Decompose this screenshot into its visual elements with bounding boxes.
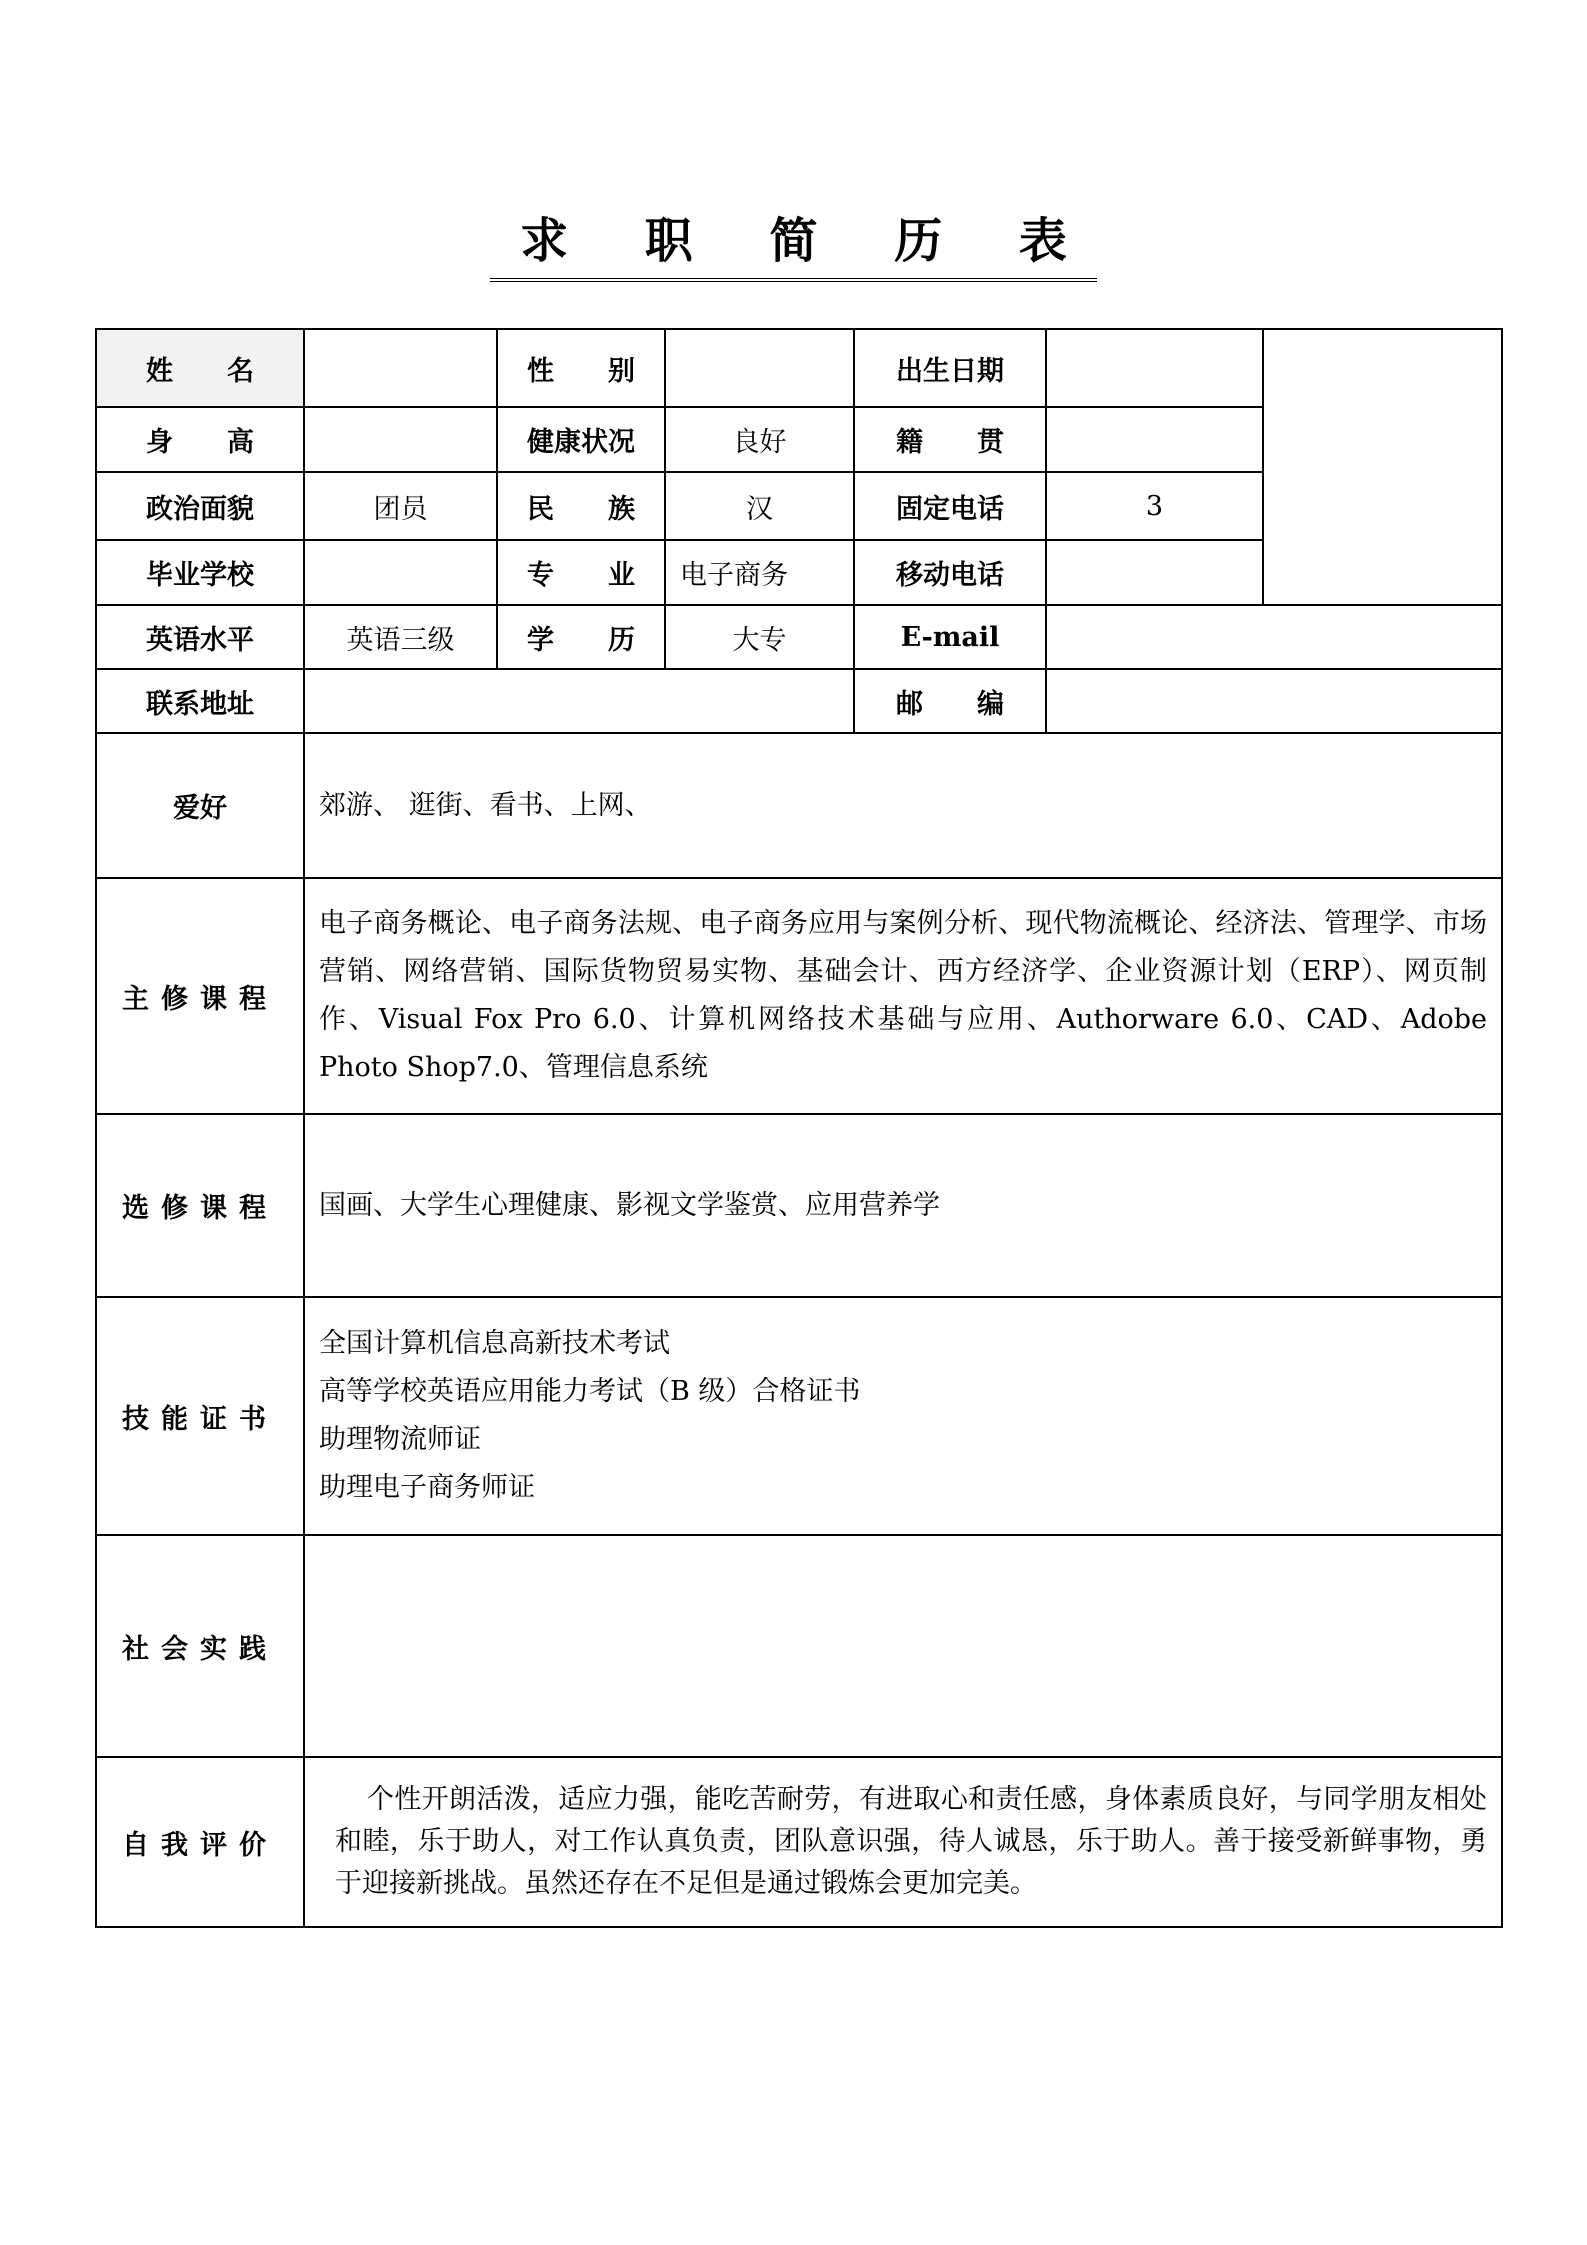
height-value[interactable] — [304, 407, 497, 472]
mobile-label: 移动电话 — [854, 540, 1046, 605]
name-label: 姓 名 — [96, 329, 304, 407]
row-major-courses — [96, 878, 1502, 1114]
political-status-label: 政治面貌 — [96, 472, 304, 540]
ethnicity-label: 民 族 — [497, 472, 665, 540]
self-evaluation-label: 自我评价 — [96, 1757, 304, 1927]
title-wrap — [0, 212, 1587, 282]
certificate-item: 全国计算机信息高新技术考试 — [319, 1328, 670, 1359]
row-certificates — [96, 1297, 1502, 1535]
row-name — [96, 329, 1502, 407]
certificate-item: 高等学校英语应用能力考试（B 级）合格证书 — [319, 1376, 861, 1407]
email-label: E-mail — [854, 605, 1046, 669]
birth-date-value[interactable] — [1046, 329, 1263, 407]
row-self-evaluation — [96, 1757, 1502, 1927]
social-practice-value[interactable] — [304, 1535, 1502, 1757]
hobbies-value[interactable]: 郊游、 逛街、看书、上网、 — [304, 733, 1502, 878]
address-label: 联系地址 — [96, 669, 304, 733]
birth-date-label: 出生日期 — [854, 329, 1046, 407]
gender-label: 性 别 — [497, 329, 665, 407]
social-practice-label: 社会实践 — [96, 1535, 304, 1757]
row-social-practice — [96, 1535, 1502, 1757]
english-label: 英语水平 — [96, 605, 304, 669]
address-value[interactable] — [304, 669, 854, 733]
education-value[interactable]: 大专 — [665, 605, 854, 669]
self-evaluation-value[interactable]: 个性开朗活泼，适应力强，能吃苦耐劳，有进取心和责任感，身体素质良好，与同学朋友相处和睦，乐于助人，对工作认真负责，团队意识强，待人诚恳，乐于助人。善于接受新鲜事物，勇于迎接新挑战。虽然还存在不足但是通过锻炼会更加完美。 — [304, 1757, 1502, 1927]
native-place-label: 籍 贯 — [854, 407, 1046, 472]
row-english — [96, 605, 1502, 669]
gender-value[interactable] — [665, 329, 854, 407]
ethnicity-value[interactable]: 汉 — [665, 472, 854, 540]
health-label: 健康状况 — [497, 407, 665, 472]
certificates-list[interactable] — [304, 1297, 1502, 1535]
landline-value[interactable]: 3 — [1046, 472, 1263, 540]
health-value[interactable]: 良好 — [665, 407, 854, 472]
major-courses-value[interactable]: 电子商务概论、电子商务法规、电子商务应用与案例分析、现代物流概论、经济法、管理学、市场营销、网络营销、国际货物贸易实物、基础会计、西方经济学、企业资源计划（ERP）、网页制作、Visual Fox Pro 6.0、计算机网络技术基础与应用、Authorware 6.0、CAD、Adobe Photo Shop7.0、管理信息系统 — [304, 878, 1502, 1114]
native-place-value[interactable] — [1046, 407, 1263, 472]
major-value[interactable]: 电子商务 — [665, 540, 854, 605]
certificate-item: 助理物流师证 — [319, 1424, 481, 1455]
school-value[interactable] — [304, 540, 497, 605]
certificates-label: 技能证书 — [96, 1297, 304, 1535]
elective-courses-value[interactable]: 国画、大学生心理健康、影视文学鉴赏、应用营养学 — [304, 1114, 1502, 1297]
hobbies-label: 爱好 — [96, 733, 304, 878]
page-title: 求 职 简 历 表 — [490, 212, 1097, 282]
major-label: 专 业 — [497, 540, 665, 605]
certificate-item: 助理电子商务师证 — [319, 1472, 535, 1503]
name-value[interactable] — [304, 329, 497, 407]
landline-label: 固定电话 — [854, 472, 1046, 540]
elective-courses-label: 选修课程 — [96, 1114, 304, 1297]
school-label: 毕业学校 — [96, 540, 304, 605]
political-status-value[interactable]: 团员 — [304, 472, 497, 540]
mobile-value[interactable] — [1046, 540, 1263, 605]
resume-table — [95, 328, 1503, 1928]
height-label: 身 高 — [96, 407, 304, 472]
email-value[interactable] — [1046, 605, 1502, 669]
major-courses-label: 主修课程 — [96, 878, 304, 1114]
row-address — [96, 669, 1502, 733]
english-value[interactable]: 英语三级 — [304, 605, 497, 669]
postcode-value[interactable] — [1046, 669, 1502, 733]
row-elective-courses — [96, 1114, 1502, 1297]
photo-box[interactable] — [1263, 329, 1502, 605]
education-label: 学 历 — [497, 605, 665, 669]
postcode-label: 邮 编 — [854, 669, 1046, 733]
row-hobbies — [96, 733, 1502, 878]
